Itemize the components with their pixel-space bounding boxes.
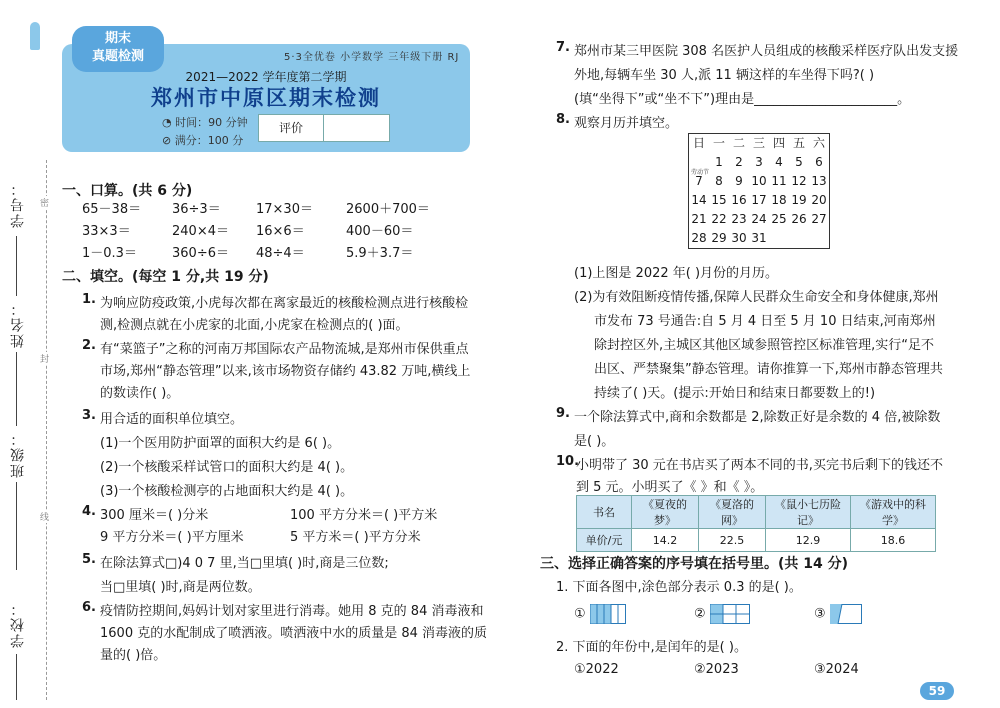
q3-line1: 用合适的面积单位填空。 — [100, 412, 244, 427]
calendar-cell — [769, 229, 789, 248]
section3-title: 三、选择正确答案的序号填在括号里。(共 14 分) — [540, 556, 849, 572]
q4-a1: 300 厘米＝( )分米 — [100, 508, 209, 523]
calendar-cell: 三 — [752, 136, 765, 150]
oral-calc-item: 65－38＝ — [82, 202, 142, 217]
q5-number: 5. — [82, 552, 96, 567]
calendar-header-row — [689, 134, 829, 153]
q5-line2: 当□里填( )时,商是两位数。 — [100, 580, 261, 595]
calendar-week-row — [689, 229, 829, 248]
s3-q2-option-1[interactable]: ①2022 — [574, 662, 619, 677]
q1-number: 1. — [82, 292, 96, 307]
calendar-cell: 16 — [731, 193, 747, 207]
rocket-icon — [30, 22, 40, 50]
calendar-cell: 7 — [695, 174, 703, 188]
oral-calc-item: 33×3＝ — [82, 224, 131, 239]
calendar-week-row — [689, 153, 829, 172]
calendar-cell: 14 — [691, 193, 707, 207]
calendar-cell: 26 — [791, 212, 807, 226]
calendar-cell: 11 — [771, 174, 787, 188]
calendar-cell: 27 — [811, 212, 827, 226]
q7-line1: 郑州市某三甲医院 308 名医护人员组成的核酸采样医疗队出发支援 — [574, 44, 959, 59]
q5-line1: 在除法算式□)4 0 7 里,当□里填( )时,商是三位数; — [100, 556, 389, 571]
section2-title: 二、填空。(每空 1 分,共 19 分) — [62, 269, 269, 285]
calendar-cell: 日 — [692, 136, 705, 150]
book-name-cell: 《夏夜的梦》 — [632, 496, 699, 529]
oral-calc-item: 360÷6＝ — [172, 246, 229, 261]
class-label: 班级： — [10, 430, 26, 478]
calendar-cell: 1 — [715, 155, 723, 169]
q7-line3: (填“坐得下”或“坐不下”)理由是______________________。 — [574, 92, 911, 107]
q4-number: 4. — [82, 504, 96, 519]
shaded-grid-icon — [590, 604, 626, 624]
calendar-cell: 17 — [751, 193, 767, 207]
q10-line2: 到 5 元。小明买了《 》和《 》。 — [576, 480, 764, 495]
table-header-cell: 书名 — [577, 496, 632, 529]
oral-calc-item: 5.9＋3.7＝ — [346, 246, 414, 261]
q3-c: (3)一个核酸检测亭的占地面积大约是 4( )。 — [100, 484, 354, 499]
s3-q1-option-2[interactable]: ② — [694, 604, 750, 624]
section1-title: 一、口算。(共 6 分) — [62, 183, 193, 199]
calendar-cell: 24 — [751, 212, 767, 226]
calendar-week-row — [689, 172, 829, 191]
calendar-cell: 五 — [792, 136, 805, 150]
q8-number: 8. — [556, 112, 570, 127]
exam-title: 郑州市中原区期末检测 — [151, 86, 381, 110]
q9-line2: 是( )。 — [574, 434, 615, 449]
oral-calc-item: 2600＋700＝ — [346, 202, 430, 217]
book-name-cell: 《游戏中的科学》 — [851, 496, 936, 529]
s3-q2-option-3[interactable]: ③2024 — [814, 662, 859, 677]
evaluation-blank[interactable] — [324, 115, 388, 141]
calendar-cell: 23 — [731, 212, 747, 226]
calendar-cell: 2 — [735, 155, 743, 169]
holiday-note: 劳动节 — [691, 169, 710, 176]
series-label: 5·3全优卷 小学数学 三年级下册 RJ — [284, 52, 460, 63]
page-number: 59 — [920, 682, 954, 700]
q4-b1: 9 平方分米＝( )平方厘米 — [100, 530, 244, 545]
q3-number: 3. — [82, 408, 96, 423]
evaluation-box — [258, 114, 390, 142]
price-cell: 18.6 — [851, 529, 936, 552]
oral-calc-item: 36÷3＝ — [172, 202, 221, 217]
s3-q2-option-2[interactable]: ②2023 — [694, 662, 739, 677]
s3-q1: 1. 下面各图中,涂色部分表示 0.3 的是( )。 — [556, 580, 802, 595]
seal-char-3: 线 — [40, 510, 49, 523]
table-header-cell: 单价/元 — [577, 529, 632, 552]
school-label: 学校： — [10, 600, 26, 648]
calendar-cell: 4 — [775, 155, 783, 169]
calendar-week-row — [689, 210, 829, 229]
calendar-cell: 一 — [712, 136, 725, 150]
q9-number: 9. — [556, 406, 570, 421]
q1-line2: 测,检测点就在小虎家的北面,小虎家在检测点的( )面。 — [100, 318, 409, 333]
q2-line3: 的数读作( )。 — [100, 386, 180, 401]
calendar-cell: 5 — [795, 155, 803, 169]
q7-number: 7. — [556, 40, 570, 55]
q7-line2: 外地,每辆车坐 30 人,派 11 辆这样的车坐得下吗?( ) — [574, 68, 875, 83]
q8-b4: 出区、严禁聚集”静态管理。请你推算一下,郑州市静态管理共 — [594, 362, 943, 377]
q6-line3: 量的( )倍。 — [100, 648, 167, 663]
calendar-cell — [789, 229, 809, 248]
q8-b3: 除封控区外,主城区其他区域参照管控区标准管理,实行“足不 — [594, 338, 934, 353]
q8-b5: 持续了( )天。(提示:开始日和结束日都要数上的!) — [594, 386, 876, 401]
calendar-cell: 25 — [771, 212, 787, 226]
calendar-cell: 12 — [791, 174, 807, 188]
school-year: 2021—2022 学年度第二学期 — [185, 70, 347, 84]
q2-line1: 有“菜篮子”之称的河南万邦国际农产品物流城,是郑州市保供重点 — [100, 342, 469, 357]
calendar — [688, 133, 830, 249]
calendar-cell: 22 — [711, 212, 727, 226]
q6-number: 6. — [82, 600, 96, 615]
q3-b: (2)一个核酸采样试管口的面积大约是 4( )。 — [100, 460, 354, 475]
calendar-cell: 18 — [771, 193, 787, 207]
calendar-cell: 20 — [811, 193, 827, 207]
price-cell: 22.5 — [699, 529, 766, 552]
seal-char-2: 封 — [40, 352, 49, 365]
calendar-cell: 31 — [751, 231, 767, 245]
evaluation-label: 评价 — [259, 115, 324, 141]
q6-line1: 疫情防控期间,妈妈计划对家里进行消毒。她用 8 克的 84 消毒液和 — [100, 604, 484, 619]
q8-b2: 市发布 73 号通告:自 5 月 4 日至 5 月 10 日结束,河南郑州 — [594, 314, 936, 329]
badge: 期末 真题检测 — [72, 26, 164, 72]
calendar-cell: 28 — [691, 231, 707, 245]
s3-q1-option-3[interactable]: ③ — [814, 604, 862, 624]
calendar-cell: 21 — [691, 212, 707, 226]
calendar-cell: 四 — [772, 136, 785, 150]
q4-b2: 5 平方米＝( )平方分米 — [290, 530, 421, 545]
q10-number: 10. — [556, 454, 580, 469]
calendar-cell — [809, 229, 829, 248]
q8-line1: 观察月历并填空。 — [574, 116, 679, 131]
calendar-cell: 9 — [735, 174, 743, 188]
book-price-table — [576, 495, 936, 552]
q3-a: (1)一个医用防护面罩的面积大约是 6( )。 — [100, 436, 341, 451]
seal-char-1: 密 — [40, 196, 49, 209]
shaded-grid-icon — [710, 604, 750, 624]
oral-calc-item: 240×4＝ — [172, 224, 229, 239]
q8-a: (1)上图是 2022 年( )月份的月历。 — [574, 266, 779, 281]
s3-q1-option-1[interactable]: ① — [574, 604, 626, 624]
calendar-cell: 13 — [811, 174, 827, 188]
calendar-cell: 19 — [791, 193, 807, 207]
book-name-cell: 《夏洛的网》 — [699, 496, 766, 529]
book-name-cell: 《鼠小七历险记》 — [766, 496, 851, 529]
calendar-cell: 六 — [812, 136, 825, 150]
calendar-cell: 29 — [711, 231, 727, 245]
calendar-cell: 10 — [751, 174, 767, 188]
name-label: 姓名： — [10, 300, 26, 348]
q2-number: 2. — [82, 338, 96, 353]
oral-calc-item: 17×30＝ — [256, 202, 313, 217]
shaded-grid-icon — [830, 604, 862, 624]
oral-calc-item: 48÷4＝ — [256, 246, 305, 261]
table-row — [577, 496, 936, 529]
calendar-cell: 8 — [715, 174, 723, 188]
price-cell: 12.9 — [766, 529, 851, 552]
calendar-cell: 3 — [755, 155, 763, 169]
q8-b1: (2)为有效阻断疫情传播,保障人民群众生命安全和身体健康,郑州 — [574, 290, 939, 305]
calendar-cell: 二 — [732, 136, 745, 150]
q9-line1: 一个除法算式中,商和余数都是 2,除数正好是余数的 4 倍,被除数 — [574, 410, 941, 425]
q1-line1: 为响应防疫政策,小虎每次都在离家最近的核酸检测点进行核酸检 — [100, 296, 469, 311]
calendar-cell: 6 — [815, 155, 823, 169]
calendar-cell: 15 — [711, 193, 727, 207]
student-no-label: 学号： — [10, 180, 26, 228]
oral-calc-item: 1－0.3＝ — [82, 246, 137, 261]
score-info: ⊘ 满分：100 分 — [162, 134, 244, 147]
q6-line2: 1600 克的水配制成了喷洒液。喷洒液中水的质量是 84 消毒液的质 — [100, 626, 488, 641]
oral-calc-item: 400－60＝ — [346, 224, 414, 239]
oral-calc-item: 16×6＝ — [256, 224, 305, 239]
calendar-week-row — [689, 191, 829, 210]
calendar-cell: 30 — [731, 231, 747, 245]
time-info: ◔ 时间：90 分钟 — [162, 116, 248, 129]
q10-line1: 小明带了 30 元在书店买了两本不同的书,买完书后剩下的钱还不 — [576, 458, 943, 473]
s3-q2: 2. 下面的年份中,是闰年的是( )。 — [556, 640, 747, 655]
q2-line2: 市场,郑州“静态管理”以来,该市场物资存储约 43.82 万吨,横线上 — [100, 364, 471, 379]
q4-a2: 100 平方分米＝( )平方米 — [290, 508, 438, 523]
table-row — [577, 529, 936, 552]
price-cell: 14.2 — [632, 529, 699, 552]
